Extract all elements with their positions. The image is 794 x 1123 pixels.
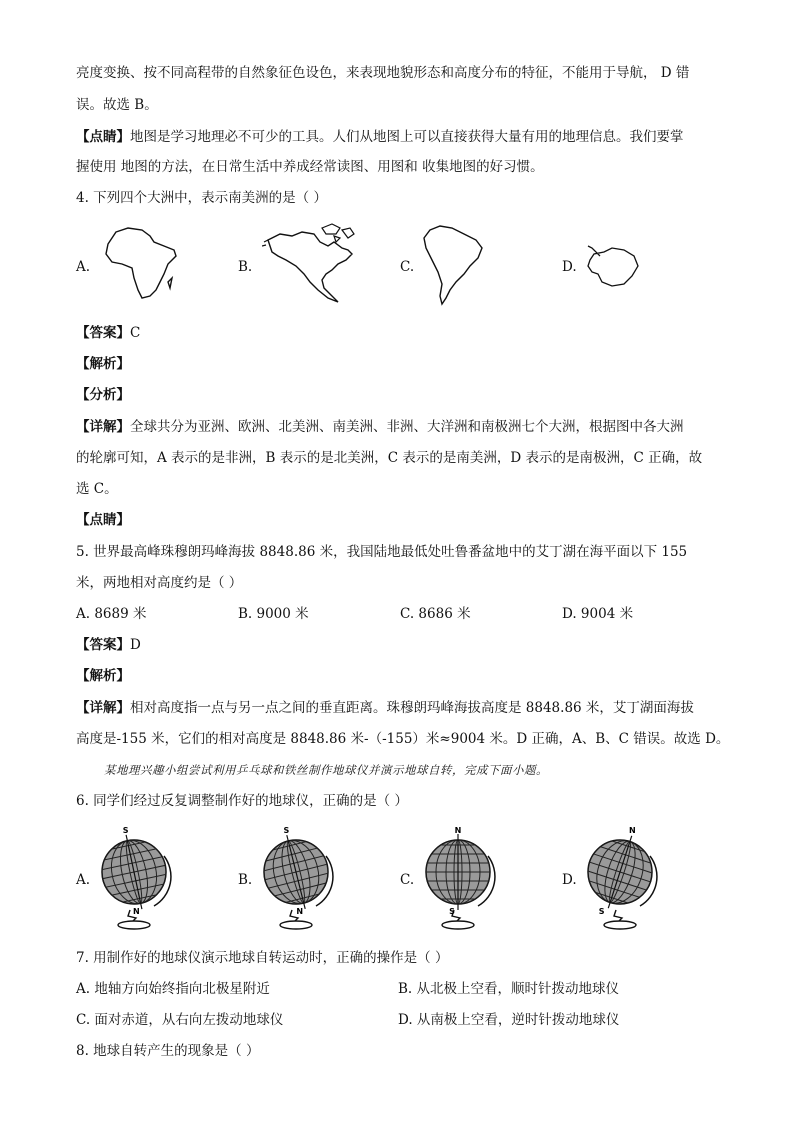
prev-explain-line-1: 亮度变换、按不同高程带的自然象征色设色，来表现地貌形态和高度分布的特征，不能用于导航， D 错 bbox=[76, 65, 690, 81]
answer-tag: 【答案】 bbox=[76, 637, 130, 653]
africa-map-icon bbox=[98, 224, 182, 302]
answer-value: D bbox=[130, 637, 141, 653]
q6-option-a-label: A. bbox=[76, 872, 91, 888]
south-america-map-icon bbox=[420, 222, 486, 306]
globe-icon bbox=[418, 824, 498, 932]
answer-tag: 【答案】 bbox=[76, 325, 130, 341]
q4-option-c-label: C. bbox=[400, 259, 415, 275]
globe-top-pole-label: N bbox=[629, 826, 636, 835]
q4-option-a-label: A. bbox=[76, 259, 91, 275]
q7-option-c: C. 面对赤道，从右向左拨动地球仪 bbox=[76, 1012, 284, 1028]
q7-option-b: B. 从北极上空看，顺时针拨动地球仪 bbox=[398, 981, 620, 997]
q7-option-a: A. 地轴方向始终指向北极星附近 bbox=[76, 981, 270, 997]
detail-tag: 【详解】 bbox=[76, 419, 130, 435]
q5-option-a: A. 8689 米 bbox=[76, 606, 147, 622]
q5-stem-line-1: 5. 世界最高峰珠穆朗玛峰海拔 8848.86 米，我国陆地最低处吐鲁番盆地中的艾丁湖在海平面以下 155 bbox=[76, 544, 688, 560]
antarctica-map-icon bbox=[582, 244, 640, 290]
globe-top-pole-label: S bbox=[122, 826, 129, 835]
q5-analysis-tag: 【解析】 bbox=[76, 668, 130, 684]
q4-stem: 4. 下列四个大洲中，表示南美洲的是（ ） bbox=[76, 190, 327, 206]
globe-icon bbox=[580, 824, 660, 932]
prev-explain-line-2: 误。故选 B。 bbox=[76, 97, 158, 113]
globe-top-pole-label: N bbox=[454, 826, 462, 835]
q6-option-d-label: D. bbox=[562, 872, 577, 888]
q4-analysis-tag: 【解析】 bbox=[76, 356, 130, 372]
q5-stem-line-2: 米，两地相对高度约是（ ） bbox=[76, 575, 243, 591]
tip-tag: 【点睛】 bbox=[76, 129, 130, 145]
globe-top-pole-label: S bbox=[283, 826, 290, 835]
q6-option-c-label: C. bbox=[400, 872, 415, 888]
globe-bottom-pole-label: N bbox=[132, 907, 140, 916]
q4-option-b-label: B. bbox=[238, 259, 253, 275]
globe-bottom-pole-label: N bbox=[296, 907, 304, 916]
q4-option-d-label: D. bbox=[562, 259, 577, 275]
q4-fenxi-tag: 【分析】 bbox=[76, 387, 130, 403]
q5-detail-line-1 bbox=[76, 699, 694, 717]
q6-stem: 6. 同学们经过反复调整制作好的地球仪，正确的是（ ） bbox=[76, 793, 408, 809]
q5-detail-line-2: 高度是-155 米，它们的相对高度是 8848.86 米-（-155）米≈9004 米。D 正确，A、B、C 错误。故选 D。 bbox=[76, 731, 730, 747]
q7-option-d: D. 从南极上空看，逆时针拨动地球仪 bbox=[398, 1012, 620, 1028]
prev-tip-line-2: 握使用 地图的方法，在日常生活中养成经常读图、用图和 收集地图的好习惯。 bbox=[76, 159, 544, 175]
detail-text: 相对高度指一点与另一点之间的垂直距离。珠穆朗玛峰海拔高度是 8848.86 米，艾丁湖面海拔 bbox=[130, 700, 694, 716]
globe-icon bbox=[256, 824, 336, 932]
q5-answer bbox=[76, 636, 141, 654]
detail-tag: 【详解】 bbox=[76, 700, 130, 716]
tip-text: 地图是学习地理必不可少的工具。人们从地图上可以直接获得大量有用的地理信息。我们要掌 bbox=[130, 129, 684, 145]
q7-stem: 7. 用制作好的地球仪演示地球自转运动时，正确的操作是（ ） bbox=[76, 950, 449, 966]
q4-detail-line-1 bbox=[76, 418, 684, 436]
detail-text: 全球共分为亚洲、欧洲、北美洲、南美洲、非洲、大洋洲和南极洲七个大洲，根据图中各大洲 bbox=[130, 419, 684, 435]
prev-tip-line-1 bbox=[76, 128, 684, 146]
q6-option-b-label: B. bbox=[238, 872, 253, 888]
answer-value: C bbox=[130, 325, 141, 341]
q4-tip-tag: 【点睛】 bbox=[76, 512, 130, 528]
globe-bottom-pole-label: S bbox=[598, 907, 605, 916]
q4-detail-line-3: 选 C。 bbox=[76, 481, 118, 497]
q4-answer bbox=[76, 324, 140, 342]
north-america-map-icon bbox=[262, 220, 372, 308]
q8-stem: 8. 地球自转产生的现象是（ ） bbox=[76, 1043, 260, 1059]
q4-detail-line-2: 的轮廓可知，A 表示的是非洲，B 表示的是北美洲，C 表示的是南美洲，D 表示的是南极洲，C 正确，故 bbox=[76, 450, 703, 466]
q5-option-d: D. 9004 米 bbox=[562, 606, 634, 622]
globe-bottom-pole-label: S bbox=[449, 907, 455, 916]
group-intro: 某地理兴趣小组尝试利用乒乓球和铁丝制作地球仪并演示地球自转，完成下面小题。 bbox=[104, 763, 548, 777]
q5-option-c: C. 8686 米 bbox=[400, 606, 471, 622]
q5-option-b: B. 9000 米 bbox=[238, 606, 309, 622]
globe-icon bbox=[94, 824, 174, 932]
